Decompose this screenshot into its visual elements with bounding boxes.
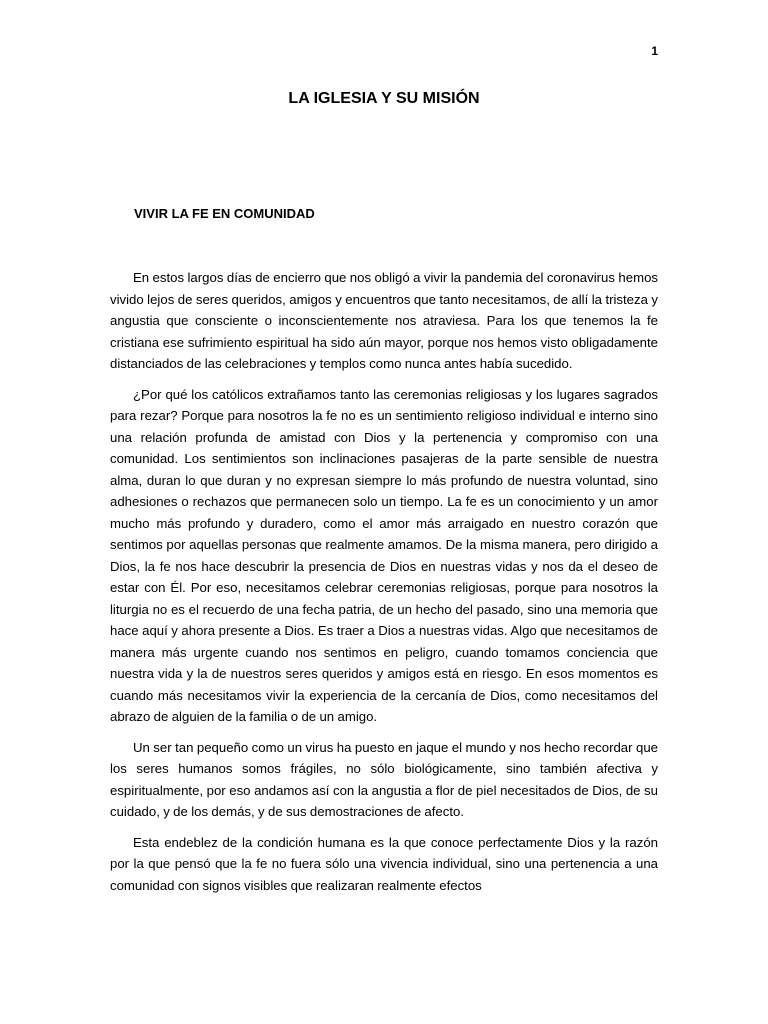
paragraph: Esta endeblez de la condición humana es la que conoce perfectamente Dios y la razón por la que pensó que la fe no fuera sólo una vivencia individual, sino una pertenencia a una comunidad con signos visibles que realizaran realmente efectos [110, 834, 658, 893]
page-number: 1 [651, 44, 658, 58]
section-heading: VIVIR LA FE EN COMUNIDAD [134, 206, 315, 221]
paragraph: Un ser tan pequeño como un virus ha puesto en jaque el mundo y nos hecho recordar que los seres humanos somos frágiles, no sólo biológicamente, sino también afectiva y espiritualmente, por eso andamos así con la angustia a flor de piel necesitados de Dios, de su cuidado, y de los demás, y de sus demostraciones de afecto. [110, 739, 658, 819]
document-body [110, 267, 658, 905]
document-title: LA IGLESIA Y SU MISIÓN [288, 90, 480, 107]
paragraph: En estos largos días de encierro que nos obligó a vivir la pandemia del coronavirus hemos vivido lejos de seres queridos, amigos y encuentros que tanto necesitamos, de allí la tristeza y angustia que consciente o inconscientemente nos atraviesa. Para los que tenemos la fe cristiana ese sufrimiento espiritual ha sido aún mayor, porque nos hemos visto obligadamente distanciados de las celebraciones y templos como nunca antes había sucedido. [110, 270, 658, 371]
paragraph: ¿Por qué los católicos extrañamos tanto las ceremonias religiosas y los lugares sagrados para rezar? Porque para nosotros la fe no es un sentimiento religioso individual e interno sino una relación profunda de amistad con Dios y la pertenencia y compromiso con una comunidad. Los sentimientos son inclinaciones pasajeras de la parte sensible de nuestra alma, duran lo que duran y no expresan siempre lo más profundo de nuestra voluntad, sino adhesiones o rechazos que permanecen solo un tiempo. La fe es un conocimiento y un amor mucho más profundo y duradero, como el amor más arraigado en nuestro corazón que sentimos por aquellas personas que realmente amamos. De la misma manera, pero dirigido a Dios, la fe nos hace descubrir la presencia de Dios en nuestras vidas y nos da el deseo de estar con Él. Por eso, necesitamos celebrar ceremonias religiosas, porque para nosotros la liturgia no es el recuerdo de una fecha patria, de un hecho del pasado, sino una memoria que hace aquí y ahora presente a Dios. Es traer a Dios a nuestras vidas. Algo que necesitamos de manera más urgente cuando nos sentimos en peligro, cuando tomamos conciencia que nuestra vida y la de nuestros seres queridos y amigos está en riesgo. En esos momentos es cuando más necesitamos vivir la experiencia de la cercanía de Dios, como necesitamos del abrazo de alguien de la familia o de un amigo. [110, 386, 658, 724]
